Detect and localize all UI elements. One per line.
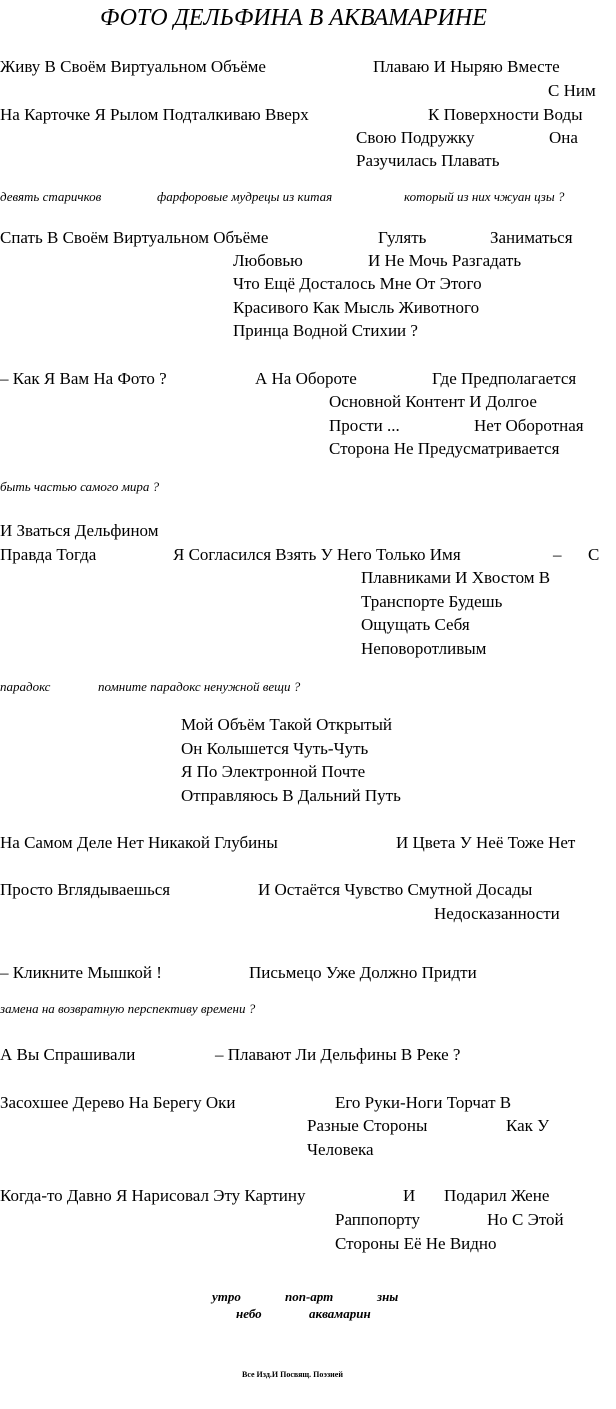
poem-line: Красивого Как Мысль Животного (233, 298, 480, 317)
poem-line: Разные Стороны (307, 1116, 428, 1135)
poem-line: Она (549, 128, 578, 147)
poem-line: Человека (307, 1140, 374, 1159)
poem-line: С (588, 545, 600, 564)
poem-line: Засохшее Дерево На Берегу Оки (0, 1093, 236, 1112)
footer-word: зны (377, 1289, 399, 1304)
poem-line: А Вы Спрашивали (0, 1045, 136, 1064)
footer-credit: Все Изд.И Посвящ. Поэзией (242, 1370, 343, 1379)
poem-line: И Цвета У Неё Тоже Нет (396, 833, 576, 852)
poem-line: И Зваться Дельфином (0, 521, 159, 540)
poem-line: Я Согласился Взять У Него Только Имя (173, 545, 461, 564)
poem-line: Плавниками И Хвостом В (361, 568, 551, 587)
poem-line: – (553, 545, 562, 564)
poem-line: И Не Мочь Разгадать (368, 251, 522, 270)
poem-line: Прости ... (329, 416, 400, 435)
poem-line: – Кликните Мышкой ! (0, 963, 162, 982)
page-title: ФОТО ДЕЛЬФИНА В АКВАМАРИНЕ (100, 5, 487, 31)
poem-line: Гулять (378, 228, 427, 247)
poem-line: Просто Вглядываешься (0, 880, 171, 899)
poem-note: который из них чжуан цзы ? (404, 189, 565, 204)
footer-word: небо (236, 1306, 262, 1321)
poem-line: Что Ещё Досталось Мне От Этого (233, 274, 482, 293)
poem-line: Нет Оборотная (474, 416, 584, 435)
poem-line: Плаваю И Ныряю Вместе (373, 57, 560, 76)
poem-note: быть частью самого мира ? (0, 479, 160, 494)
poem-line: – Как Я Вам На Фото ? (0, 369, 167, 388)
poem-line: Свою Подружку (356, 128, 475, 147)
poem-line: Разучилась Плавать (356, 151, 500, 170)
poem-line: На Карточке Я Рылом Подталкиваю Вверх (0, 105, 309, 124)
poem-note: замена на возвратную перспективу времени ? (0, 1001, 256, 1016)
poem-line: Заниматься (490, 228, 573, 247)
poem-line: Но С Этой (487, 1210, 564, 1229)
poem-line: Его Руки-Ноги Торчат В (335, 1093, 512, 1112)
poem-line: Когда-то Давно Я Нарисовал Эту Картину (0, 1186, 306, 1205)
poem-line: Стороны Её Не Видно (335, 1234, 497, 1253)
poem-line: – Плавают Ли Дельфины В Реке ? (215, 1045, 461, 1064)
poem-line: Отправляюсь В Дальний Путь (181, 786, 401, 805)
poem-line: Где Предполагается (432, 369, 577, 388)
poem-note: парадокс (0, 679, 51, 694)
poem-line: С Ним (548, 81, 596, 100)
footer-word: поп-арт (285, 1289, 334, 1304)
poem-line: Я По Электронной Почте (181, 762, 366, 781)
poem-note: помните парадокс ненужной вещи ? (98, 679, 301, 694)
poem-line: Сторона Не Предусматривается (329, 439, 560, 458)
poem-line: Подарил Жене (444, 1186, 550, 1205)
poem-line: И (403, 1186, 416, 1205)
poem-line: Неповоротливым (361, 639, 487, 658)
poem-line: Транспорте Будешь (361, 592, 503, 611)
poem-line: Живу В Своём Виртуальном Объёме (0, 57, 266, 76)
poem-line: Любовью (233, 251, 303, 270)
poem-line: Основной Контент И Долгое (329, 392, 537, 411)
footer-word: утро (212, 1289, 241, 1304)
poem-line: Ощущать Себя (361, 615, 470, 634)
poem-line: Раппопорту (335, 1210, 421, 1229)
poem-line: А На Обороте (255, 369, 357, 388)
poem-line: Он Колышется Чуть-Чуть (181, 739, 369, 758)
poem-line: Мой Объём Такой Открытый (181, 715, 392, 734)
poem-line: На Самом Деле Нет Никакой Глубины (0, 833, 278, 852)
poem-line: Письмецо Уже Должно Придти (249, 963, 477, 982)
poem-line: К Поверхности Воды (428, 105, 583, 124)
poem-line: Правда Тогда (0, 545, 97, 564)
poem-line: Как У (506, 1116, 550, 1135)
poem-line: И Остаётся Чувство Смутной Досады (258, 880, 533, 899)
poem-line: Спать В Своём Виртуальном Объёме (0, 228, 269, 247)
poem-line: Принца Водной Стихии ? (233, 321, 418, 340)
poem-line: Недосказанности (434, 904, 560, 923)
poem-note: фарфоровые мудрецы из китая (157, 189, 333, 204)
footer-word: аквамарин (309, 1306, 371, 1321)
poem-note: девять старичков (0, 189, 102, 204)
